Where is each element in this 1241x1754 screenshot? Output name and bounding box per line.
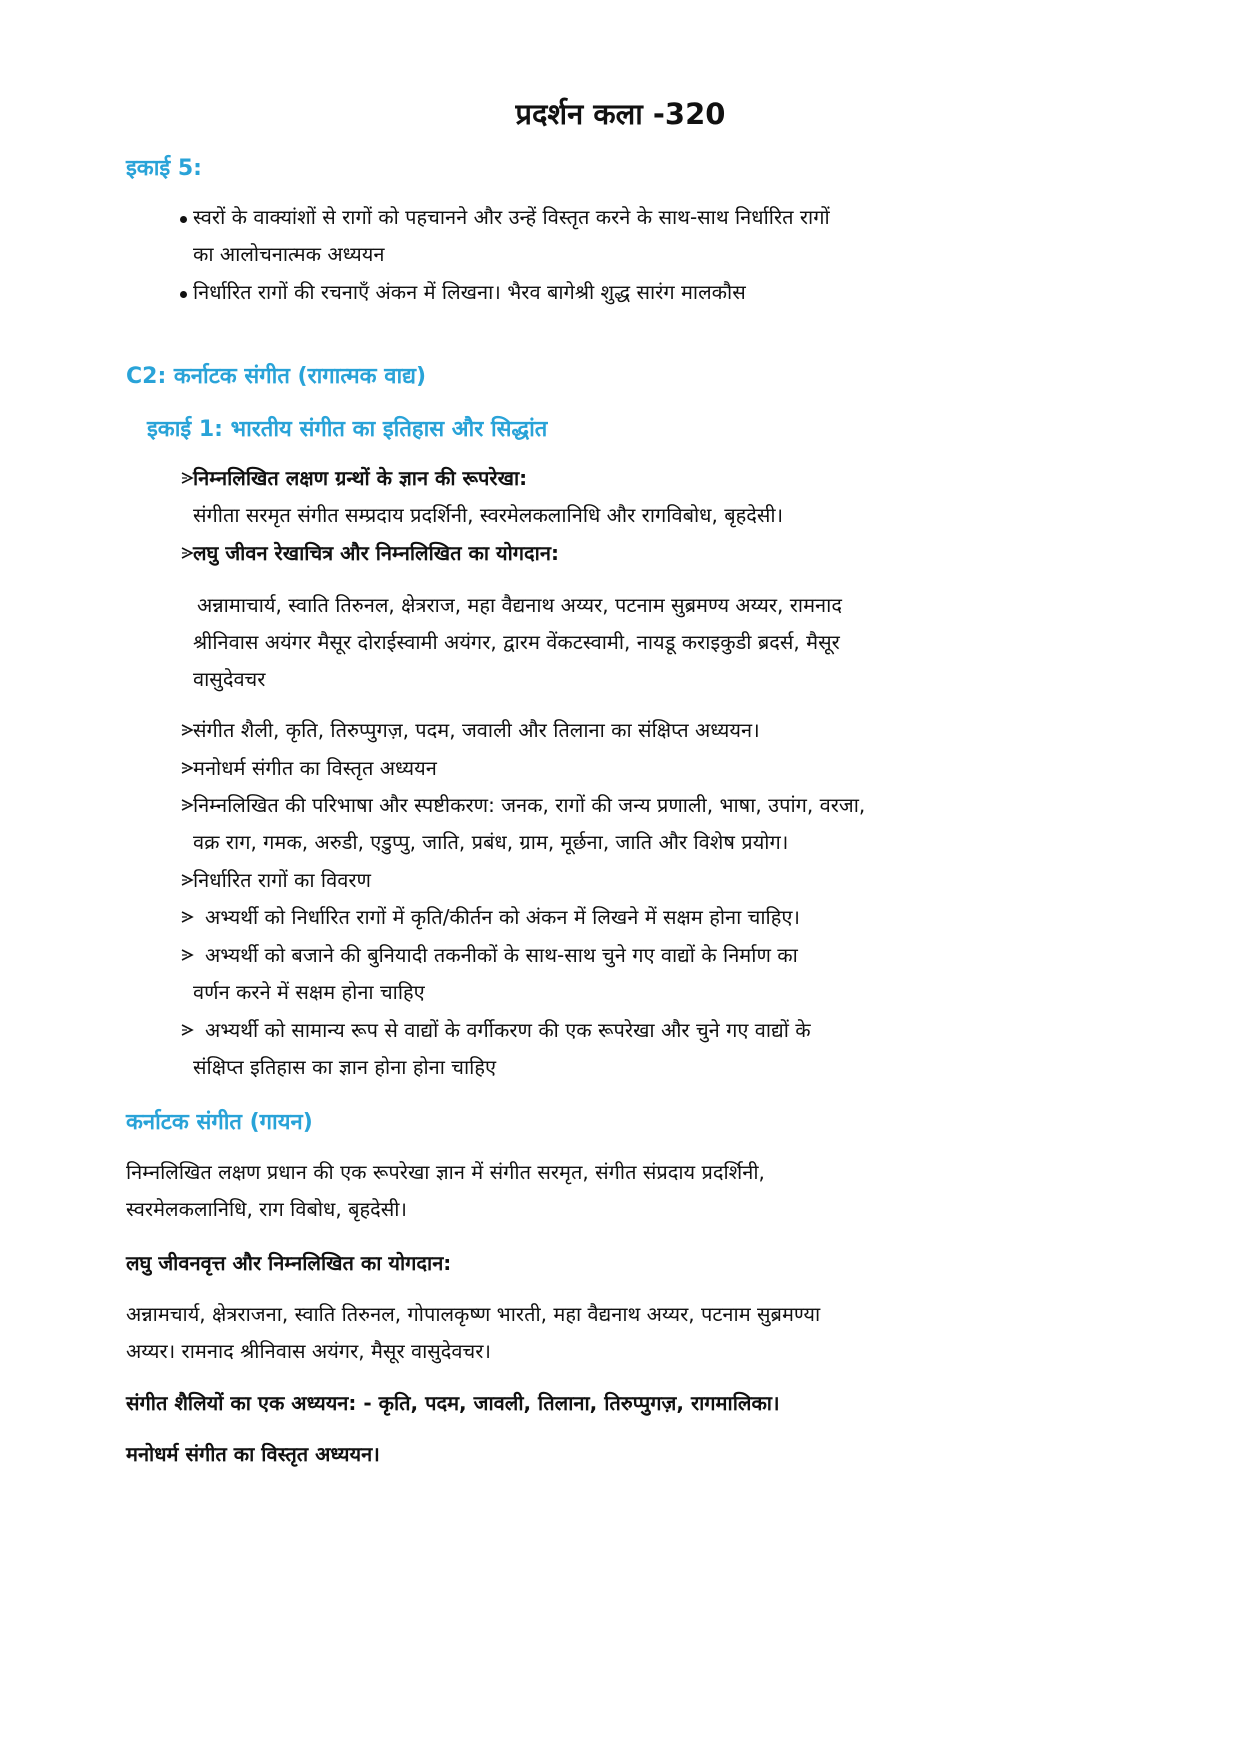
c2-item2-line1: अन्नामाचार्य, स्वाति तिरुनल, क्षेत्रराज, महा वैद्यनाथ अय्यर, पटनाम सुब्रमण्य अय्यर, रामनाद bbox=[197, 593, 842, 617]
c2-item2-line3: वासुदेवचर bbox=[193, 667, 266, 691]
unit5-heading: इकाई 5: bbox=[126, 156, 202, 181]
arrow-bullet-icon bbox=[180, 723, 194, 737]
arrow-bullet-icon bbox=[180, 798, 194, 812]
c2-item1-bold: लघु जीवन रेखाचित्र और निम्नलिखित का योगदान: bbox=[193, 541, 559, 565]
vocal-para1-line2: स्वरमेलकलानिधि, राग विबोध, बृहदेसी। bbox=[126, 1197, 408, 1221]
c2-item7-line1: अभ्यर्थी को निर्धारित रागों में कृति/कीर्तन को अंकन में लिखने में सक्षम होना चाहिए। bbox=[205, 905, 800, 929]
arrow-bullet-icon bbox=[180, 471, 194, 485]
c2-item5-line2: वक्र राग, गमक, अरुडी, एडुप्पु, जाति, प्रबंध, ग्राम, मूर्छना, जाति और विशेष प्रयोग। bbox=[193, 830, 789, 854]
arrow-bullet-icon bbox=[180, 910, 194, 924]
arrow-bullet-icon bbox=[180, 873, 194, 887]
c2-heading: C2: कर्नाटक संगीत (रागात्मक वाद्य) bbox=[126, 364, 427, 389]
unit5-bullet1-line2: का आलोचनात्मक अध्ययन bbox=[193, 242, 385, 266]
c2-item0-text: संगीता सरमृत संगीत सम्प्रदाय प्रदर्शिनी, स्वरमेलकलानिधि और रागविबोध, बृहदेसी। bbox=[193, 503, 784, 527]
page-title: प्रदर्शन कला -320 bbox=[515, 97, 726, 131]
vocal-bold1: लघु जीवनवृत्त और निम्नलिखित का योगदान: bbox=[126, 1251, 452, 1275]
arrow-bullet-icon bbox=[180, 761, 194, 775]
c2-item8-line1: अभ्यर्थी को बजाने की बुनियादी तकनीकों के साथ-साथ चुने गए वाद्यों के निर्माण का bbox=[205, 943, 798, 967]
c2-item2-line2: श्रीनिवास अयंगर मैसूर दोराईस्वामी अयंगर, द्वारम वेंकटस्वामी, नायडू कराइकुडी ब्रदर्स, मैसूर bbox=[193, 630, 840, 654]
c2-item0-bold: निम्नलिखित लक्षण ग्रन्थों के ज्ञान की रूपरेखा: bbox=[193, 466, 528, 490]
c2-item6-line1: निर्धारित रागों का विवरण bbox=[193, 868, 371, 892]
arrow-bullet-icon bbox=[180, 546, 194, 560]
vocal-para2-line1: अन्नामचार्य, क्षेत्रराजना, स्वाति तिरुनल, गोपालकृष्ण भारती, महा वैद्यनाथ अय्यर, पटनाम सुब्रमण्या bbox=[126, 1302, 821, 1326]
vocal-para2-line2: अय्यर। रामनाद श्रीनिवास अयंगर, मैसूर वासुदेवचर। bbox=[126, 1339, 492, 1363]
unit5-bullet1-line1: स्वरों के वाक्यांशों से रागों को पहचानने और उन्हें विस्तृत करने के साथ-साथ निर्धारित रागों bbox=[193, 205, 830, 229]
bullet-icon bbox=[180, 216, 187, 223]
unit5-bullet2-line1: निर्धारित रागों की रचनाएँ अंकन में लिखना। भैरव बागेश्री शुद्ध सारंग मालकौस bbox=[193, 280, 746, 304]
bullet-icon bbox=[180, 291, 187, 298]
c2-item5-line1: निम्नलिखित की परिभाषा और स्पष्टीकरण: जनक, रागों की जन्य प्रणाली, भाषा, उपांग, वरजा, bbox=[193, 793, 866, 817]
c2-item8-line2: वर्णन करने में सक्षम होना चाहिए bbox=[193, 980, 425, 1004]
c2-item4-line1: मनोधर्म संगीत का विस्तृत अध्ययन bbox=[193, 756, 437, 780]
c2-unit1-heading: इकाई 1: भारतीय संगीत का इतिहास और सिद्धांत bbox=[147, 417, 548, 442]
c2-item9-line1: अभ्यर्थी को सामान्य रूप से वाद्यों के वर्गीकरण की एक रूपरेखा और चुने गए वाद्यों के bbox=[205, 1018, 811, 1042]
vocal-heading: कर्नाटक संगीत (गायन) bbox=[126, 1110, 313, 1135]
vocal-para1-line1: निम्नलिखित लक्षण प्रधान की एक रूपरेखा ज्ञान में संगीत सरमृत, संगीत संप्रदाय प्रदर्शिनी, bbox=[126, 1160, 765, 1184]
vocal-bold3: मनोधर्म संगीत का विस्तृत अध्ययन। bbox=[126, 1442, 380, 1466]
c2-item3-line1: संगीत शैली, कृति, तिरुप्पुगज़, पदम, जवाली और तिलाना का संक्षिप्त अध्ययन। bbox=[193, 718, 760, 742]
vocal-bold2: संगीत शैलियों का एक अध्ययन: - कृति, पदम, जावली, तिलाना, तिरुप्पुगज़, रागमालिका। bbox=[126, 1391, 780, 1415]
arrow-bullet-icon bbox=[180, 948, 194, 962]
arrow-bullet-icon bbox=[180, 1023, 194, 1037]
c2-item9-line2: संक्षिप्त इतिहास का ज्ञान होना होना चाहिए bbox=[193, 1055, 497, 1079]
